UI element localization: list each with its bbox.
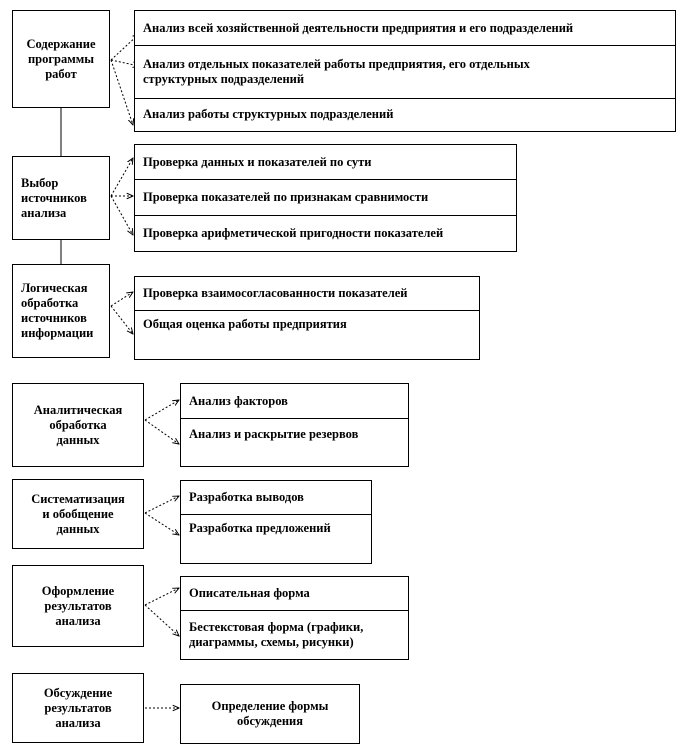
item-row: Анализ отдельных показателей работы предприятия, его отдельных структурных подразделений [135, 46, 675, 98]
stage-box-systematization [12, 479, 144, 549]
items-group-formatting [180, 576, 409, 660]
item-row: Проверка показателей по признакам сравнимости [135, 180, 516, 215]
item-row: Описательная форма [181, 577, 408, 611]
items-group-sources [134, 144, 517, 252]
item-row: Анализ факторов [181, 384, 408, 419]
item-row: Проверка взаимосогласованности показателей [135, 277, 479, 311]
item-row: Бестекстовая форма (графики, диаграммы, схемы, рисунки) [189, 620, 364, 650]
arrow-s5-1 [145, 496, 179, 513]
item-row: Проверка данных и показателей по сути [135, 145, 516, 180]
stage-label: Аналитическая обработка данных [33, 402, 123, 447]
arrow-s5-2 [145, 513, 179, 535]
items-group-discussion [180, 684, 360, 744]
item-row: Анализ и раскрытие резервов [189, 427, 359, 442]
arrow-s1-3 [111, 60, 133, 125]
item-row: Определение формы обсуждения [211, 699, 329, 728]
arrow-s3-1 [111, 292, 133, 306]
item-row: Анализ работы структурных подразделений [143, 107, 394, 122]
arrow-s4-2 [145, 420, 179, 444]
item-row: Разработка выводов [181, 481, 371, 515]
arrow-s3-2 [111, 306, 133, 334]
stage-label: Обсуждение результатов анализа [43, 685, 113, 730]
item-row: Анализ всей хозяйственной деятельности предприятия и его подразделений [135, 11, 675, 46]
arrow-s6-2 [145, 605, 179, 636]
arrow-s2-3 [111, 196, 133, 235]
arrow-s6-1 [145, 588, 179, 605]
arrow-s4-1 [145, 400, 179, 420]
stage-label: Содержание программы работ [26, 36, 96, 81]
stage-label: Логическая обработка источников информации [21, 281, 94, 340]
stage-box-analytical [12, 383, 144, 467]
stage-box-discussion [12, 673, 144, 743]
stage-label: Оформление результатов анализа [41, 583, 115, 628]
stage-label: Систематизация и обобщение данных [31, 491, 125, 536]
items-group-systematization [180, 480, 372, 564]
item-row: Разработка предложений [189, 521, 331, 536]
stage-box-sources [12, 156, 110, 240]
items-group-analytical [180, 383, 409, 467]
stage-label: Выбор источников анализа [21, 175, 87, 220]
items-group-logical [134, 276, 480, 360]
item-row: Проверка арифметической пригодности показателей [143, 225, 444, 240]
item-row: Общая оценка работы предприятия [143, 317, 347, 332]
items-group-program [134, 10, 676, 132]
arrow-s2-1 [111, 158, 133, 196]
stage-box-program [12, 10, 110, 108]
stage-box-formatting [12, 565, 144, 647]
stage-box-logical [12, 264, 110, 358]
